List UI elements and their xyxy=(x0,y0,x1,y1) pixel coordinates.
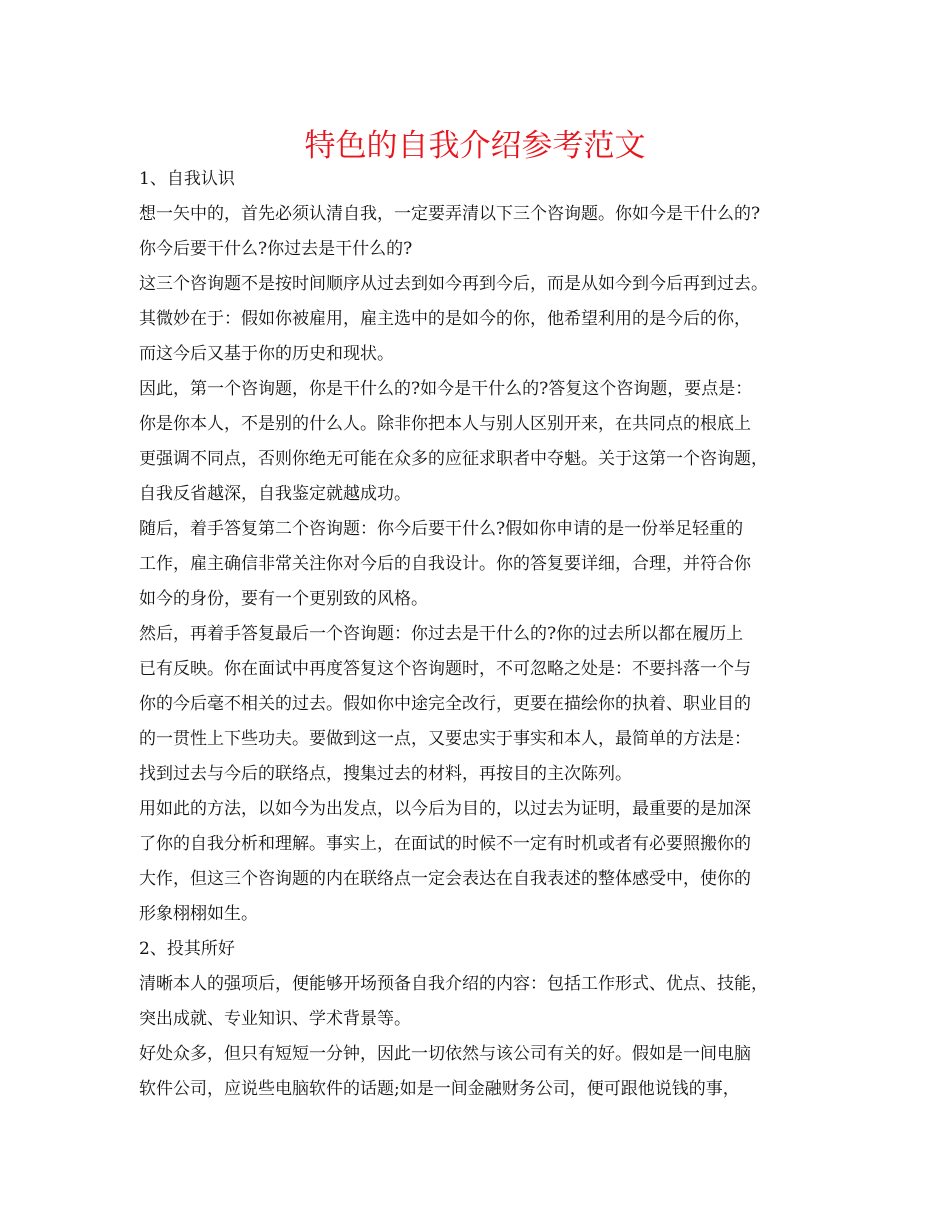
paragraph-line: 这三个咨询题不是按时间顺序从过去到如今再到今后，而是从如今到今后再到过去。 xyxy=(139,274,768,294)
paragraph-line: 用如此的方法，以如今为出发点，以今后为目的，以过去为证明，最重要的是加深 xyxy=(139,799,751,819)
paragraph-line: 了你的自我分析和理解。事实上，在面试的时候不一定有时机或者有必要照搬你的 xyxy=(139,834,751,854)
paragraph-line: 软件公司，应说些电脑软件的话题;如是一间金融财务公司，便可跟他说钱的事， xyxy=(139,1079,740,1099)
paragraph-line: 你今后要干什么?你过去是干什么的? xyxy=(139,239,413,259)
paragraph-line: 其微妙在于：假如你被雇用，雇主选中的是如今的你，他希望利用的是今后的你， xyxy=(139,309,751,329)
paragraph-line: 清晰本人的强项后，便能够开场预备自我介绍的内容：包括工作形式、优点、技能， xyxy=(139,974,768,994)
paragraph-line: 的一贯性上下些功夫。要做到这一点，又要忠实于事实和本人，最简单的方法是： xyxy=(139,729,751,749)
paragraph-line: 已有反映。你在面试中再度答复这个咨询题时，不可忽略之处是：不要抖落一个与 xyxy=(139,659,751,679)
paragraph-line: 大作，但这三个咨询题的内在联络点一定会表达在自我表述的整体感受中，使你的 xyxy=(139,869,751,889)
document-title: 特色的自我介绍参考范文 xyxy=(304,128,646,164)
paragraph-line: 你的今后毫不相关的过去。假如你中途完全改行，更要在描绘你的执着、职业目的 xyxy=(139,694,751,714)
paragraph-line: 找到过去与今后的联络点，搜集过去的材料，再按目的主次陈列。 xyxy=(139,764,632,784)
paragraph-line: 然后，再着手答复最后一个咨询题：你过去是干什么的?你的过去所以都在履历上 xyxy=(139,624,744,644)
paragraph-line: 想一矢中的，首先必须认清自我，一定要弄清以下三个咨询题。你如今是干什么的? xyxy=(139,204,761,224)
paragraph-line: 如今的身份，要有一个更别致的风格。 xyxy=(139,589,428,609)
paragraph-line: 更强调不同点，否则你绝无可能在众多的应征求职者中夺魁。关于这第一个咨询题， xyxy=(139,449,768,469)
paragraph-line: 而这今后又基于你的历史和现状。 xyxy=(139,344,394,364)
paragraph-line: 工作，雇主确信非常关注你对今后的自我设计。你的答复要详细，合理，并符合你 xyxy=(139,554,751,574)
section-heading-self-awareness: 1、自我认识 xyxy=(139,169,235,189)
paragraph-line: 你是你本人，不是别的什么人。除非你把本人与别人区别开来，在共同点的根底上 xyxy=(139,414,751,434)
paragraph-line: 因此，第一个咨询题，你是干什么的?如今是干什么的?答复这个咨询题，要点是： xyxy=(139,379,753,399)
paragraph-line: 随后，着手答复第二个咨询题：你今后要干什么?假如你申请的是一份举足轻重的 xyxy=(139,519,744,539)
paragraph-line: 突出成就、专业知识、学术背景等。 xyxy=(139,1009,411,1029)
document-body xyxy=(139,162,839,1107)
paragraph-line: 形象栩栩如生。 xyxy=(139,904,258,924)
paragraph-line: 自我反省越深，自我鉴定就越成功。 xyxy=(139,484,411,504)
paragraph-line: 好处众多，但只有短短一分钟，因此一切依然与该公司有关的好。假如是一间电脑 xyxy=(139,1044,751,1064)
section-heading-cater: 2、投其所好 xyxy=(139,939,235,959)
